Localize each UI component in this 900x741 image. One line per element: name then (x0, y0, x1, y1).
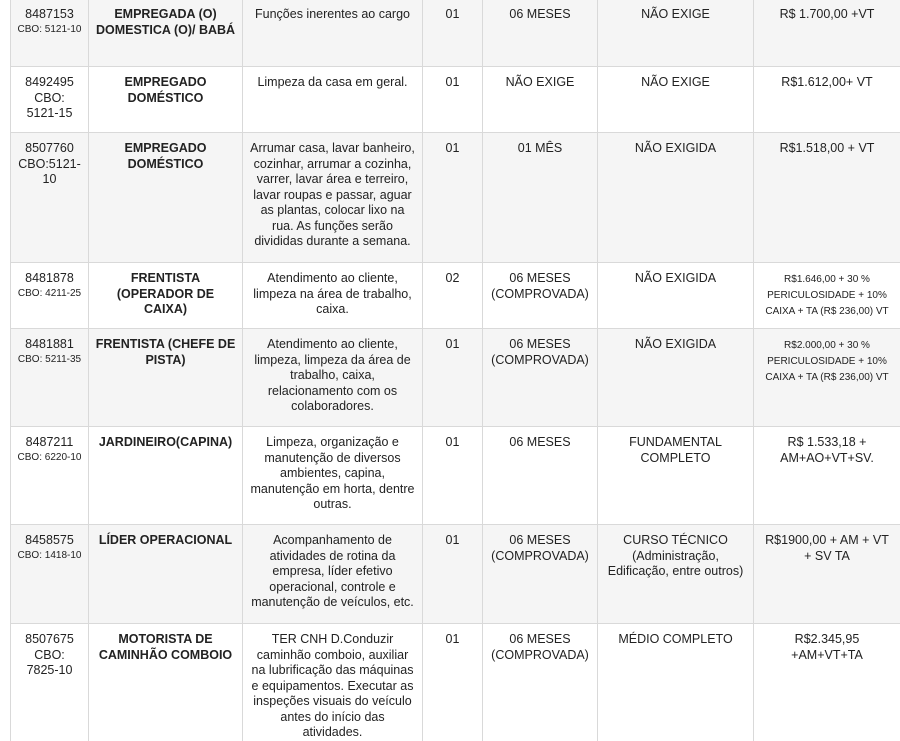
salary-text: R$2.345,95 +AM+VT+TA (791, 632, 863, 662)
salary-cell (754, 329, 900, 427)
cbo-code: CBO: 5211-35 (17, 353, 82, 365)
cbo-code: CBO: 4211-25 (17, 287, 82, 299)
education-cell (598, 263, 754, 329)
cbo-code: CBO: 6220-10 (17, 451, 82, 463)
vacancies-cell (423, 525, 483, 624)
experience-requirement: 01 MÊS (517, 141, 563, 155)
code-cell (11, 624, 89, 741)
education-cell (598, 67, 754, 133)
salary-text: R$ 1.533,18 + AM+AO+VT+SV. (780, 435, 874, 465)
job-description: TER CNH D.Conduzir caminhão comboio, auxiliar na lubrificação das máquinas e equipamentos. Executar as inspeções visuais do veículo antes do início das atividades. (251, 632, 414, 739)
job-title: EMPREGADO DOMÉSTICO (124, 75, 207, 105)
salary-cell (754, 624, 900, 741)
education-requirement: NÃO EXIGIDA (634, 271, 717, 285)
experience-cell (483, 67, 598, 133)
title-cell (89, 0, 243, 67)
table-row (11, 624, 900, 741)
job-listings-table (10, 0, 900, 741)
experience-requirement: 06 MESES (COMPROVADA) (491, 632, 589, 662)
education-requirement: CURSO TÉCNICO (Administração, Edificação, entre outros) (607, 533, 744, 578)
job-code: 8507760 (25, 141, 74, 155)
job-title: MOTORISTA DE CAMINHÃO COMBOIO (98, 632, 233, 662)
salary-cell (754, 67, 900, 133)
title-cell (89, 133, 243, 263)
job-description: Acompanhamento de atividades de rotina da empresa, líder efetivo operacional, controle e manutenção de veículos, etc. (251, 533, 414, 609)
cbo-code: CBO: 7825-10 (26, 647, 73, 677)
salary-cell (754, 133, 900, 263)
job-description: Arrumar casa, lavar banheiro, cozinhar, arrumar a cozinha, varrer, lavar área e terreiro, lavar roupas e passar, aguar as plantas, colocar lixo na rua. As funções serão divididas durante a semana. (250, 141, 415, 248)
table-row (11, 525, 900, 624)
salary-text: R$1.646,00 + 30 % PERICULOSIDADE + 10% CAIXA + TA (R$ 236,00) VT (765, 274, 889, 317)
description-cell (243, 263, 423, 329)
job-description: Limpeza da casa em geral. (257, 75, 408, 89)
job-description: Atendimento ao cliente, limpeza, limpeza da área de trabalho, caixa, relacionamento com os colaboradores. (254, 337, 411, 413)
salary-text: R$1900,00 + AM + VT + SV TA (765, 533, 889, 563)
job-rows (11, 0, 900, 741)
experience-cell (483, 624, 598, 741)
table-row (11, 263, 900, 329)
code-cell (11, 263, 89, 329)
education-cell (598, 525, 754, 624)
table-row (11, 427, 900, 525)
description-cell (243, 0, 423, 67)
salary-cell (754, 525, 900, 624)
description-cell (243, 329, 423, 427)
vacancies-count: 01 (445, 141, 460, 155)
description-cell (243, 67, 423, 133)
salary-text: R$2.000,00 + 30 % PERICULOSIDADE + 10% CAIXA + TA (R$ 236,00) VT (765, 340, 889, 383)
education-requirement: NÃO EXIGE (641, 7, 710, 21)
vacancies-count: 02 (445, 271, 460, 285)
table-row (11, 67, 900, 133)
experience-requirement: NÃO EXIGE (505, 75, 575, 89)
code-cell (11, 329, 89, 427)
job-title: EMPREGADO DOMÉSTICO (124, 141, 207, 171)
vacancies-cell (423, 263, 483, 329)
title-cell (89, 525, 243, 624)
experience-cell (483, 0, 598, 67)
education-requirement: FUNDAMENTAL COMPLETO (629, 435, 722, 465)
title-cell (89, 67, 243, 133)
code-cell (11, 133, 89, 263)
experience-cell (483, 263, 598, 329)
job-code: 8481881 (25, 337, 74, 351)
job-title: FRENTISTA (CHEFE DE PISTA) (95, 337, 236, 367)
education-cell (598, 624, 754, 741)
salary-cell (754, 0, 900, 67)
experience-requirement: 06 MESES (COMPROVADA) (491, 337, 589, 367)
vacancies-cell (423, 67, 483, 133)
description-cell (243, 427, 423, 525)
code-cell (11, 525, 89, 624)
job-description: Limpeza, organização e manutenção de diversos ambientes, capina, manutenção em horta, dentre outras. (250, 435, 415, 511)
vacancies-cell (423, 0, 483, 67)
vacancies-cell (423, 329, 483, 427)
education-cell (598, 329, 754, 427)
experience-cell (483, 329, 598, 427)
job-title: LÍDER OPERACIONAL (98, 533, 233, 547)
salary-cell (754, 263, 900, 329)
title-cell (89, 263, 243, 329)
cbo-code: CBO:5121-10 (18, 156, 81, 186)
education-requirement: MÉDIO COMPLETO (618, 632, 733, 646)
vacancies-count: 01 (445, 337, 460, 351)
code-cell (11, 0, 89, 67)
salary-cell (754, 427, 900, 525)
table-row (11, 329, 900, 427)
salary-text: R$ 1.700,00 +VT (779, 7, 875, 21)
job-code: 8492495 (25, 75, 74, 89)
job-description: Funções inerentes ao cargo (255, 7, 410, 21)
experience-requirement: 06 MESES (COMPROVADA) (491, 271, 589, 301)
cbo-code: CBO: 5121-15 (26, 90, 73, 120)
education-requirement: NÃO EXIGE (641, 75, 710, 89)
title-cell (89, 427, 243, 525)
vacancies-count: 01 (445, 7, 460, 21)
experience-requirement: 06 MESES (509, 7, 571, 21)
table-row (11, 133, 900, 263)
experience-cell (483, 427, 598, 525)
vacancies-count: 01 (445, 533, 460, 547)
education-cell (598, 427, 754, 525)
job-title: EMPREGADA (O) DOMESTICA (O)/ BABÁ (95, 7, 236, 37)
job-code: 8487153 (25, 7, 74, 21)
experience-cell (483, 525, 598, 624)
cbo-code: CBO: 5121-10 (17, 23, 82, 35)
salary-text: R$1.518,00 + VT (779, 141, 875, 155)
education-cell (598, 0, 754, 67)
vacancies-count: 01 (445, 632, 460, 646)
experience-cell (483, 133, 598, 263)
code-cell (11, 67, 89, 133)
salary-text: R$1.612,00+ VT (781, 75, 873, 89)
description-cell (243, 525, 423, 624)
vacancies-cell (423, 427, 483, 525)
job-title: FRENTISTA (OPERADOR DE CAIXA) (116, 271, 215, 316)
table-row (11, 0, 900, 67)
job-description: Atendimento ao cliente, limpeza na área de trabalho, caixa. (253, 271, 412, 316)
code-cell (11, 427, 89, 525)
vacancies-count: 01 (445, 75, 460, 89)
vacancies-cell (423, 624, 483, 741)
cbo-code: CBO: 1418-10 (17, 549, 82, 561)
description-cell (243, 133, 423, 263)
job-title: JARDINEIRO(CAPINA) (98, 435, 233, 449)
education-requirement: NÃO EXIGIDA (634, 337, 717, 351)
experience-requirement: 06 MESES (509, 435, 571, 449)
title-cell (89, 329, 243, 427)
experience-requirement: 06 MESES (COMPROVADA) (491, 533, 589, 563)
title-cell (89, 624, 243, 741)
job-code: 8507675 (25, 632, 74, 646)
vacancies-count: 01 (445, 435, 460, 449)
job-code: 8481878 (25, 271, 74, 285)
description-cell (243, 624, 423, 741)
job-code: 8487211 (25, 435, 74, 449)
education-cell (598, 133, 754, 263)
vacancies-cell (423, 133, 483, 263)
education-requirement: NÃO EXIGIDA (634, 141, 717, 155)
job-code: 8458575 (25, 533, 74, 547)
